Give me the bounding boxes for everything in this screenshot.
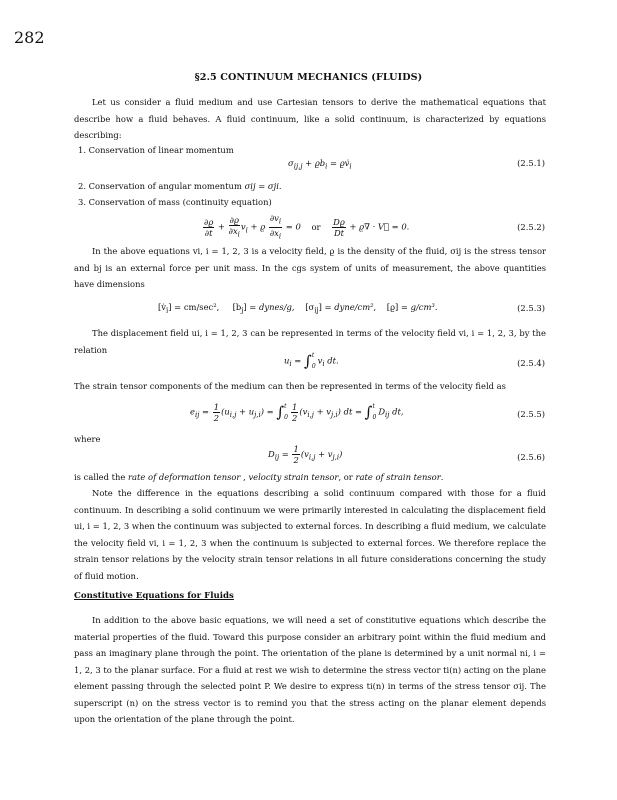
term-rate-of-strain: rate of strain tensor — [355, 472, 441, 482]
paragraph-displacement: The displacement field ui, i = 1, 2, 3 can be represented in terms of the velocity field vi, i = 1, 2, 3, by the relation — [74, 328, 546, 355]
paragraph-velocity-field: In the above equations vi, i = 1, 2, 3 is a velocity field, ϱ is the density of the fluid, σij is the stress tensor and bj is an external force per unit mass. In the cgs system of units of measurement, the above quantities have dimensions — [74, 246, 546, 289]
called-prefix: is called the — [74, 472, 126, 482]
equation-rate-of-deformation: $D_{ij}$ = $\frac{1}{2}$ $(v_{i,j} + v_{j,i})$ — [268, 444, 343, 465]
equation-or: or — [311, 221, 321, 232]
equation-number-4: (2.5.4) — [517, 358, 545, 368]
paragraph-note: Note the difference in the equations describing a solid continuum compared with those for a fluid continuum. In describing a solid continuum we were primarily interested in calculating the displacement field ui, i = 1, 2, 3 when the continuum was subjected to external forces. In describing a fluid medium, we calculate the velocity field vi, i = 1, 2, 3 when the continuum is subjected to external forces. We therefore replace the strain tensor relations by the velocity strain tensor relations in all future considerations concerning the study of fluid motion. — [74, 488, 546, 581]
paragraph-constitutive: In addition to the above basic equations, we will need a set of constitutive equations which describe the material properties of the fluid. Toward this purpose consider an arbitrary point within the fluid medium and pass an imaginary plane through the point. The orientation of the plane is determined by a unit normal ni, i = 1, 2, 3 to the planar surface. For a fluid at rest we wish to determine the stress vector ti(n) acting on the plane element passing through the selected point P. We desire to express ti(n) in terms of the stress tensor σij. The superscript (n) on the stress vector is to remind you that the stress acting on the planar element depends upon the orientation of the plane through the point. — [74, 615, 546, 724]
equation-displacement: $u_i = \int t$ $0v_i$ dt. — [284, 352, 339, 370]
term-rate-of-deformation: rate of deformation tensor — [128, 472, 241, 482]
equation-strain: $e_{ij}$ = $\frac{1}{2}$ $(u_{i,j} + u_{j,i}) = \int t$ 0 $\frac{1}{2}$ $(v_{i,j} + v_{j,i})$ dt = ∫t $0D_{ij}$ dt, — [190, 401, 404, 423]
list-item-3: 3. Conservation of mass (continuity equation) — [78, 197, 272, 207]
paragraph-strain: The strain tensor components of the medium can then be represented in terms of the velocity field as — [74, 381, 506, 391]
page-number: 282 — [14, 28, 45, 47]
equation-number-5: (2.5.5) — [517, 409, 545, 419]
equation-dimensions: $[v̇_i] = cm/\sec^2$, $[b_j]$ = dynes/g, $[\sigma_{ij}]$ = dyne/cm², [ϱ] = g/cm³. — [158, 302, 438, 315]
equation-linear-momentum: $\sigma_{ij,j} + ϱb_i$ = $ϱv̇_i$ — [288, 158, 352, 171]
paragraph-called: is called the rate of deformation tensor , velocity strain tensor, or rate of strain tensor. — [74, 472, 444, 482]
equation-number-6: (2.5.6) — [517, 452, 545, 462]
equation-number-1: (2.5.1) — [517, 158, 545, 168]
list-item-2 — [78, 181, 282, 191]
term-velocity-strain: velocity strain tensor — [248, 472, 339, 482]
intro-paragraph: Let us consider a fluid medium and use Cartesian tensors to derive the mathematical equations that describe how a fluid behaves. A fluid continuum, like a solid continuum, is characterized by equations describing: — [74, 97, 546, 140]
equation-continuity: $\frac{\partial ϱ}{\partial t}$ + $\frac{\partial ϱ}{\partial x_i}$ $v_i + ϱ$ $\frac{\partial v_i}{\partial x_i}$ = 0 or $\frac{Dϱ}{Dt}$ + ϱ∇ · V⃗ = 0. — [204, 213, 410, 241]
list-item-2-math: σij = σji. — [244, 181, 282, 191]
section-title: §2.5 CONTINUUM MECHANICS (FLUIDS) — [194, 72, 423, 83]
list-item-1: 1. Conservation of linear momentum — [78, 145, 234, 155]
where-label: where — [74, 434, 101, 444]
equation-number-3: (2.5.3) — [517, 303, 545, 313]
section-heading: Constitutive Equations for Fluids — [74, 591, 234, 601]
equation-number-2: (2.5.2) — [517, 222, 545, 232]
list-item-2-text: 2. Conservation of angular momentum — [78, 181, 242, 191]
